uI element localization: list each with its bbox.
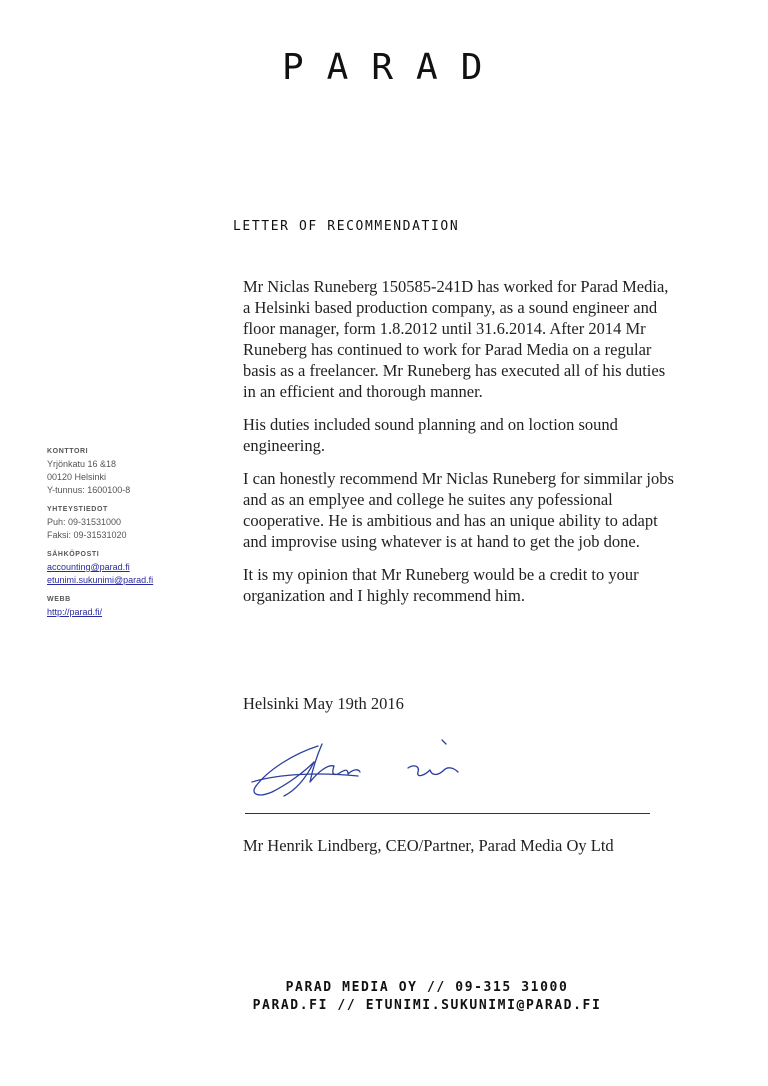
company-info-sidebar <box>47 446 227 619</box>
footer-company-line: PARAD MEDIA OY // 09-315 31000 <box>285 980 569 995</box>
paragraph-duties: His duties included sound planning and on loction sound engineering. <box>243 415 618 455</box>
office-postal-line: 00120 Helsinki <box>47 472 107 482</box>
handwritten-signature <box>248 732 488 802</box>
paragraph-closing: It is my opinion that Mr Runeberg would be a credit to your organization and I highly recommend him. <box>243 565 639 605</box>
place-and-date: Helsinki May 19th 2016 <box>243 694 404 713</box>
contact-heading: YHTEYSTIEDOT <box>47 506 108 513</box>
fax-line: Faksi: 09-31531020 <box>47 530 127 540</box>
web-heading: WEBB <box>47 596 71 603</box>
paragraph-recommendation: I can honestly recommend Mr Niclas Runeberg for simmilar jobs and as an emplyee and college he suites any pofessional cooperative. He is ambitious and has an unique ability to adapt and improvise using whatever is at hand to get the job done. <box>243 469 674 551</box>
signer-name: Mr Henrik Lindberg, CEO/Partner, Parad Media Oy Ltd <box>243 836 614 855</box>
website-link[interactable]: http://parad.fi/ <box>47 607 103 617</box>
letter-body <box>243 276 675 618</box>
document-title: LETTER OF RECOMMENDATION <box>233 219 460 234</box>
page-footer <box>200 979 654 1015</box>
paragraph-employment: Mr Niclas Runeberg 150585-241D has worked for Parad Media, a Helsinki based production company, as a sound engineer and floor manager, form 1.8.2012 until 31.6.2014. After 2014 Mr Runeberg has continued to work for Parad Media on a regular basis as a freelancer. Mr Runeberg has executed all of his duties in an efficient and thorough manner. <box>243 277 669 401</box>
personal-email-link[interactable]: etunimi.sukunimi@parad.fi <box>47 575 154 585</box>
company-logo: PARAD <box>282 47 506 88</box>
phone-line: Puh: 09-31531000 <box>47 517 122 527</box>
office-heading: KONTTORI <box>47 448 89 455</box>
accounting-email-link[interactable]: accounting@parad.fi <box>47 562 130 572</box>
footer-web-line: PARAD.FI // ETUNIMI.SUKUNIMI@PARAD.FI <box>252 998 602 1013</box>
signature-line <box>245 813 650 814</box>
business-id-line: Y-tunnus: 1600100-8 <box>47 485 131 495</box>
email-heading: SÄHKÖPOSTI <box>47 551 100 558</box>
office-address-line: Yrjönkatu 16 &18 <box>47 459 117 469</box>
